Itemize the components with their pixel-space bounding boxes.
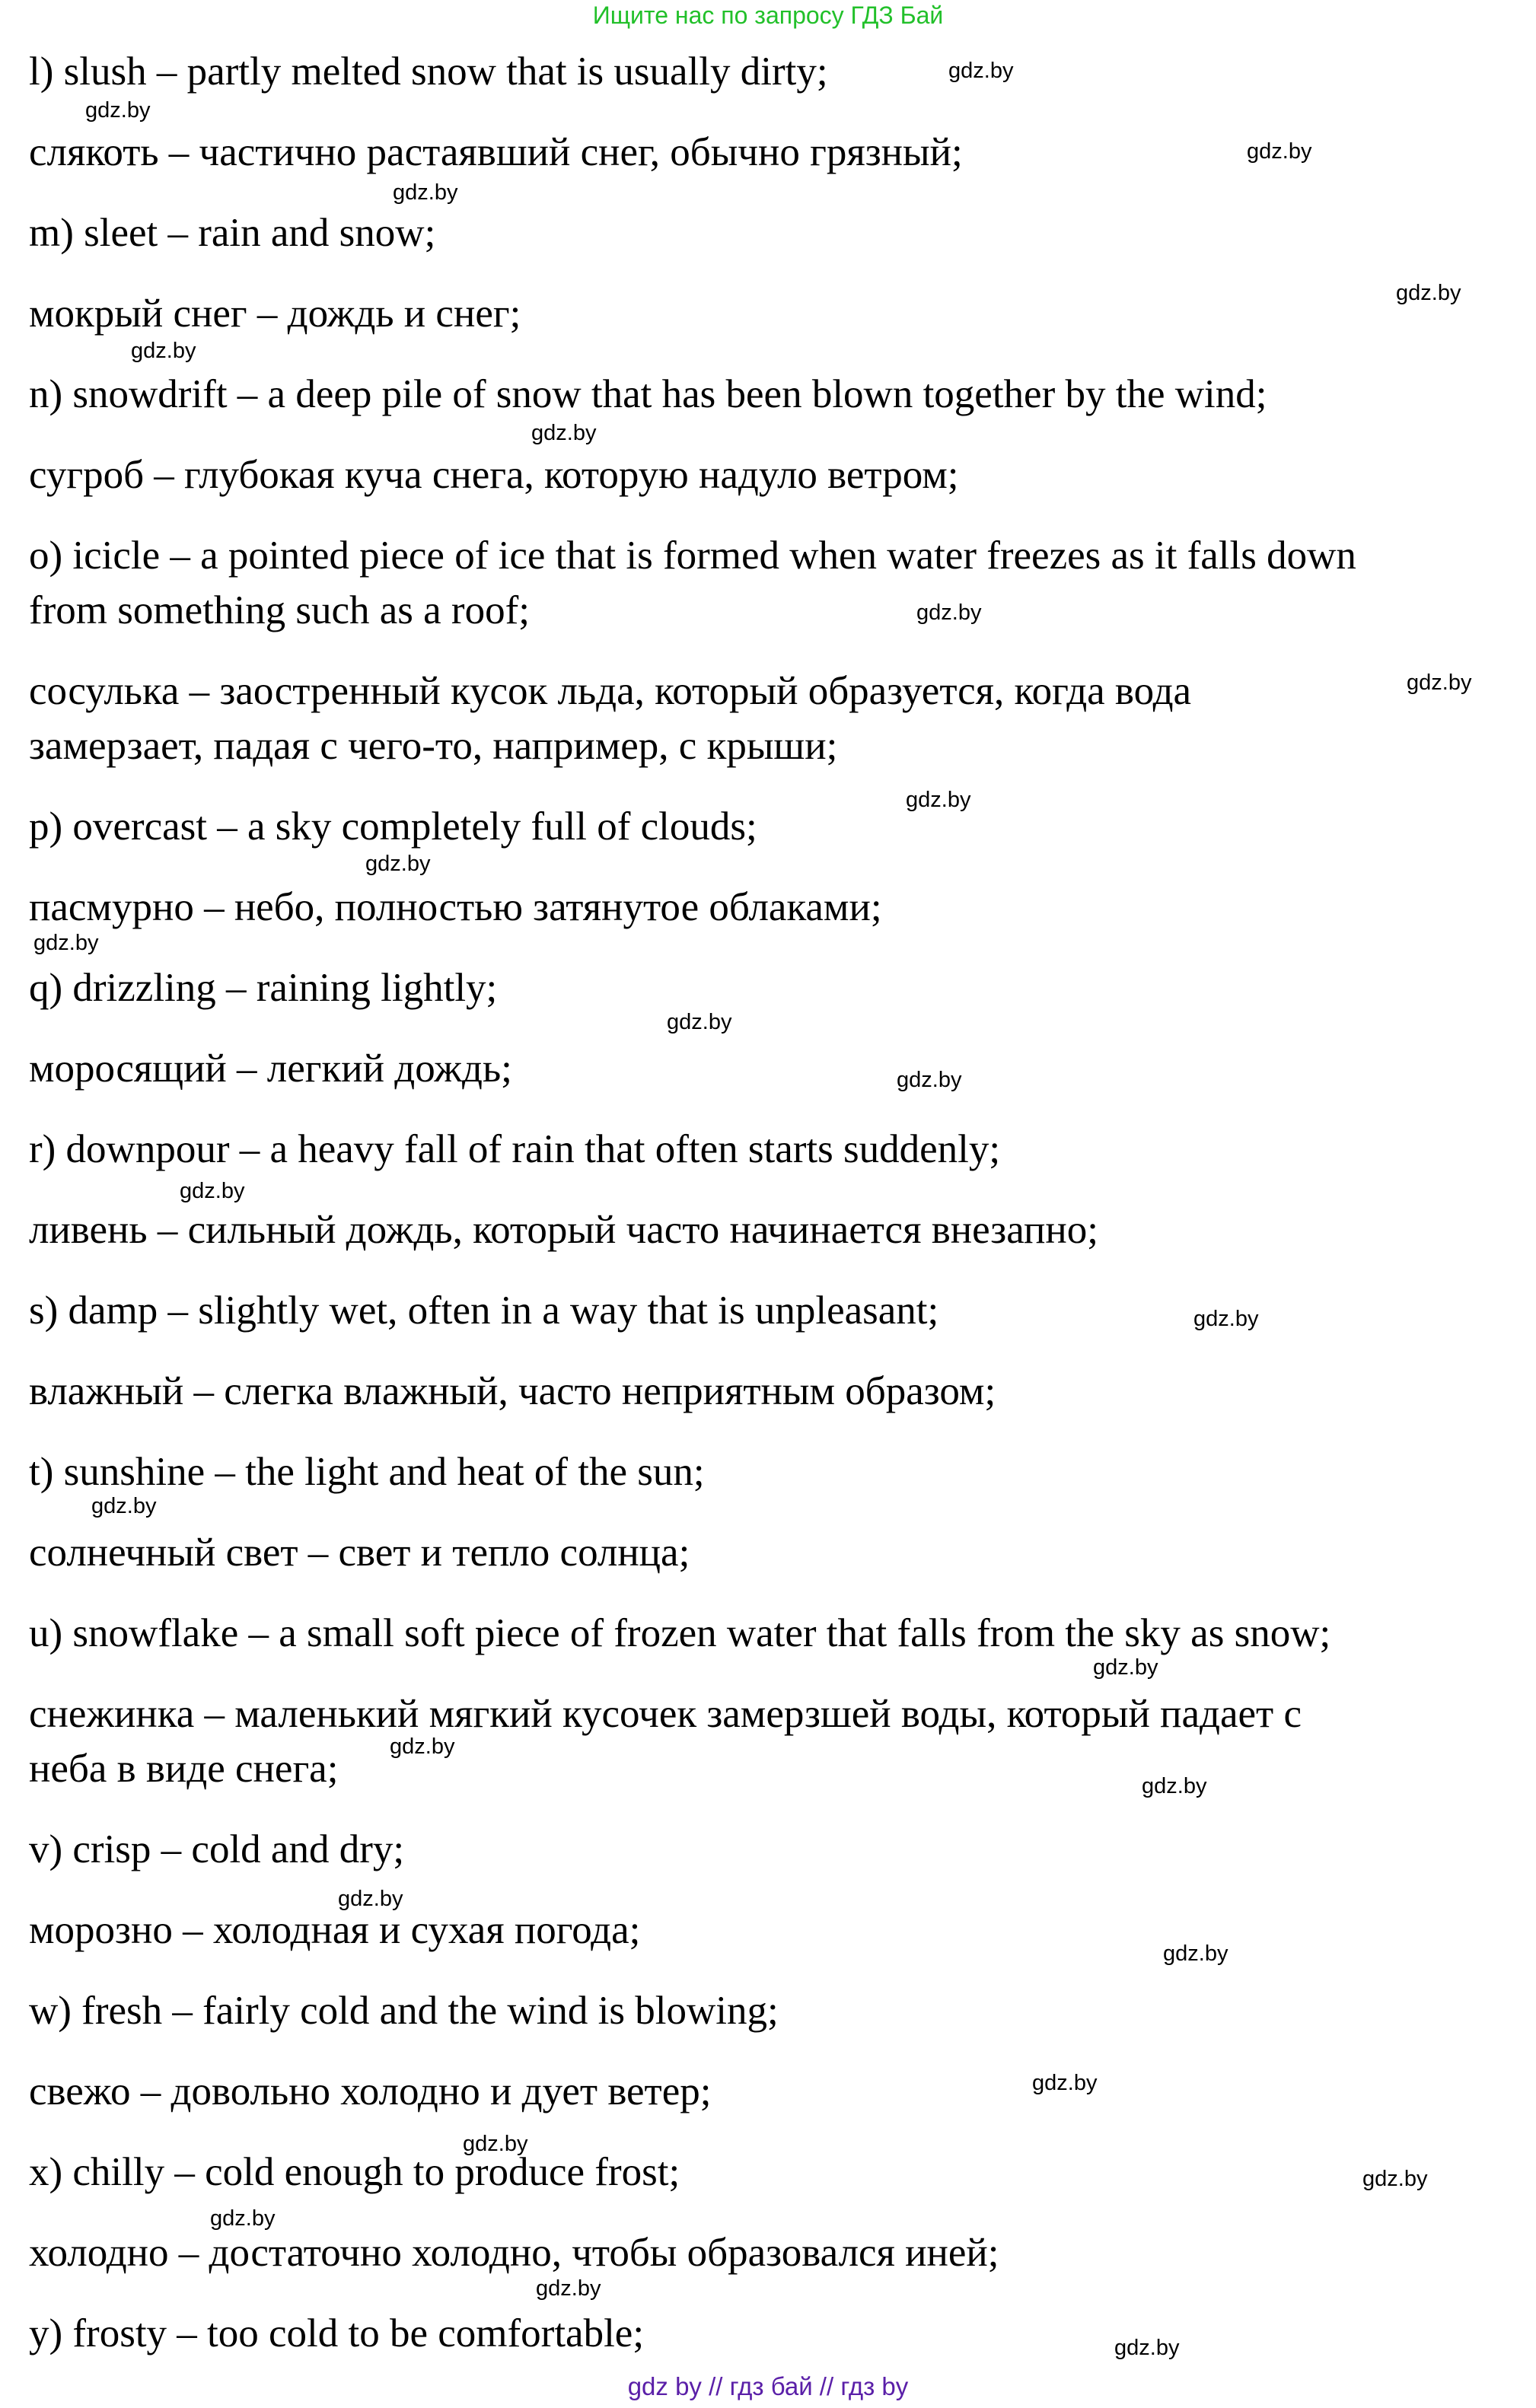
watermark: gdz.by: [1163, 1941, 1228, 1966]
entry-n-russian: сугроб – глубокая куча снега, которую надуло ветром;: [29, 453, 959, 497]
watermark: gdz.by: [1032, 2071, 1098, 2095]
watermark: gdz.by: [1142, 1774, 1207, 1798]
watermark: gdz.by: [463, 2132, 528, 2156]
watermark: gdz.by: [210, 2206, 276, 2231]
watermark: gdz.by: [531, 421, 597, 445]
entry-y-english: y) frosty – too cold to be comfortable;: [29, 2311, 645, 2355]
entry-s-english: s) damp – slightly wet, often in a way that is unpleasant;: [29, 1288, 939, 1333]
entry-q-english: q) drizzling – raining lightly;: [29, 966, 498, 1010]
entry-w-russian: свежо – довольно холодно и дует ветер;: [29, 2069, 712, 2113]
watermark: gdz.by: [85, 98, 151, 123]
entry-w-english: w) fresh – fairly cold and the wind is blowing;: [29, 1989, 779, 2033]
entry-v-russian: морозно – холодная и сухая погода;: [29, 1908, 641, 1952]
entry-q-russian: моросящий – легкий дождь;: [29, 1046, 512, 1091]
watermark: gdz.by: [91, 1494, 157, 1518]
footer-watermark: gdz by // гдз бай // гдз by: [627, 2372, 909, 2400]
watermark: gdz.by: [897, 1068, 962, 1092]
entry-n-english: n) snowdrift – a deep pile of snow that has been blown together by the wind;: [29, 372, 1267, 416]
entry-o-english-2: from something such as a roof;: [29, 588, 530, 632]
entry-t-english: t) sunshine – the light and heat of the sun;: [29, 1450, 705, 1494]
watermark: gdz.by: [1193, 1307, 1259, 1331]
entry-u-russian-2: неба в виде снега;: [29, 1747, 339, 1791]
entry-r-russian: ливень – сильный дождь, который часто начинается внезапно;: [29, 1208, 1098, 1252]
watermark: gdz.by: [1407, 670, 1472, 695]
entry-u-russian-1: снежинка – маленький мягкий кусочек замерзшей воды, который падает с: [29, 1692, 1302, 1736]
entry-u-english: u) snowflake – a small soft piece of frozen water that falls from the sky as snow;: [29, 1611, 1331, 1655]
watermark: gdz.by: [1247, 139, 1312, 164]
entry-t-russian: солнечный свет – свет и тепло солнца;: [29, 1530, 690, 1575]
entry-v-english: v) crisp – cold and dry;: [29, 1827, 405, 1871]
watermark: gdz.by: [667, 1010, 732, 1034]
watermark: gdz.by: [536, 2276, 601, 2301]
entry-m-russian: мокрый снег – дождь и снег;: [29, 291, 521, 336]
entry-p-russian: пасмурно – небо, полностью затянутое облаками;: [29, 885, 882, 929]
watermark: gdz.by: [180, 1179, 245, 1203]
entry-x-english: x) chilly – cold enough to produce frost;: [29, 2150, 680, 2194]
watermark: gdz.by: [33, 931, 99, 955]
watermark: gdz.by: [390, 1734, 455, 1759]
entry-o-russian-2: замерзает, падая с чего-то, например, с крыши;: [29, 724, 838, 768]
watermark: gdz.by: [338, 1887, 403, 1911]
watermark: gdz.by: [948, 59, 1014, 83]
top-banner: Ищите нас по запросу ГДЗ Бай: [592, 2, 944, 29]
entry-r-english: r) downpour – a heavy fall of rain that often starts suddenly;: [29, 1127, 1001, 1171]
watermark: gdz.by: [365, 852, 431, 876]
watermark: gdz.by: [1114, 2336, 1180, 2360]
entry-s-russian: влажный – слегка влажный, часто неприятным образом;: [29, 1369, 996, 1413]
entry-o-english-1: o) icicle – a pointed piece of ice that is formed when water freezes as it falls down: [29, 534, 1356, 578]
watermark: gdz.by: [1362, 2167, 1428, 2191]
entry-x-russian: холодно – достаточно холодно, чтобы образовался иней;: [29, 2231, 999, 2275]
watermark: gdz.by: [916, 600, 982, 625]
entry-l-russian: слякоть – частично растаявший снег, обычно грязный;: [29, 130, 963, 174]
watermark: gdz.by: [131, 339, 196, 363]
entry-l-english: l) slush – partly melted snow that is usually dirty;: [29, 49, 828, 94]
entry-o-russian-1: сосулька – заостренный кусок льда, который образуется, когда вода: [29, 669, 1192, 713]
watermark: gdz.by: [906, 788, 971, 812]
entry-p-english: p) overcast – a sky completely full of clouds;: [29, 804, 757, 849]
watermark: gdz.by: [1396, 281, 1461, 305]
watermark: gdz.by: [1093, 1655, 1158, 1680]
watermark: gdz.by: [393, 180, 458, 205]
entry-m-english: m) sleet – rain and snow;: [29, 211, 436, 255]
